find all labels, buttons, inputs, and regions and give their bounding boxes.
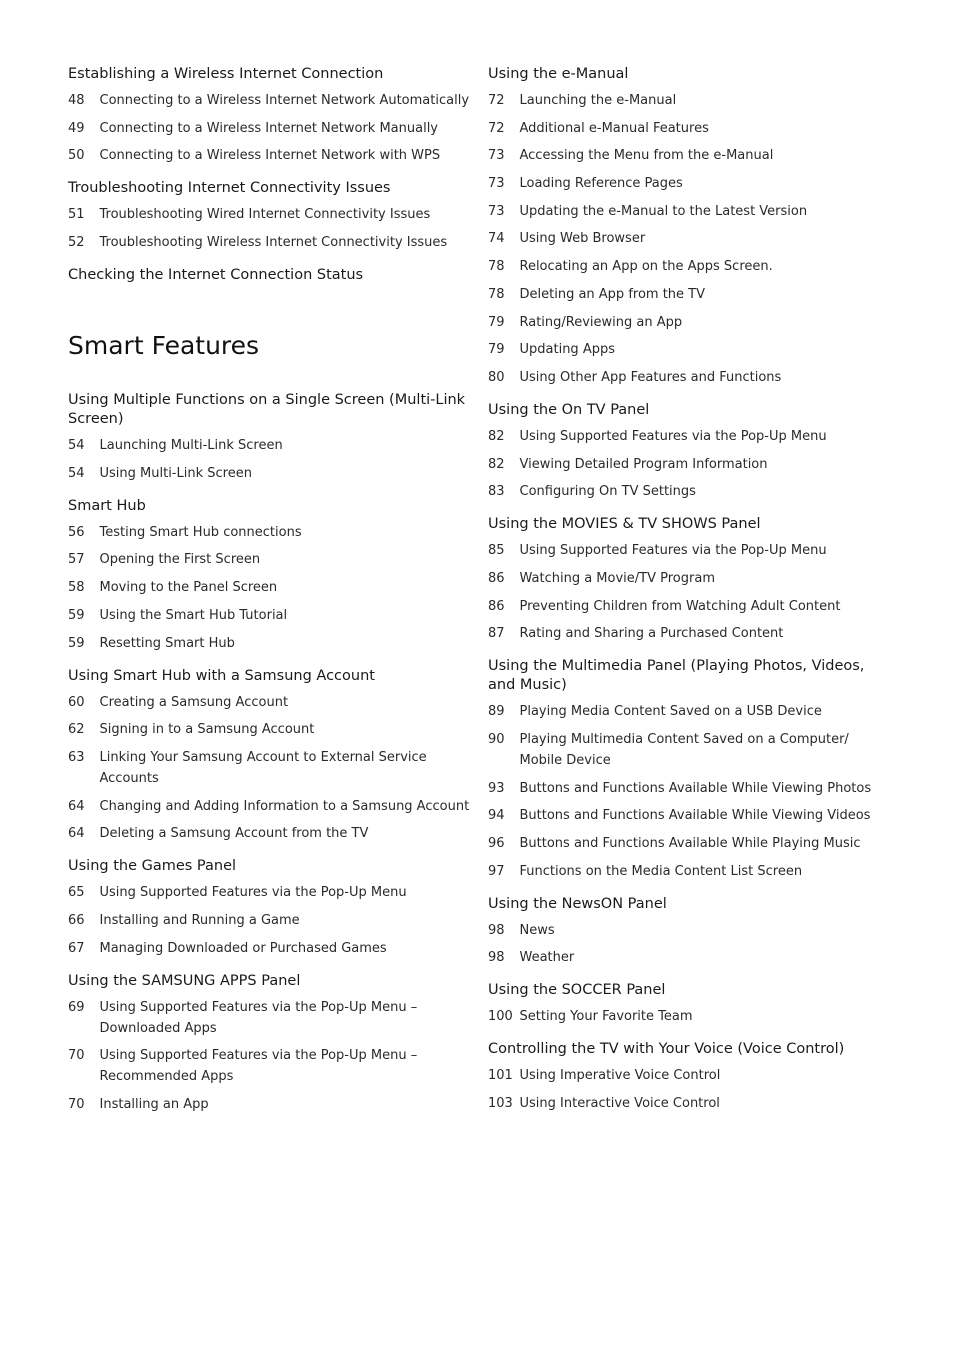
- entry-title: Creating a Samsung Account: [99, 694, 289, 710]
- toc-entry[interactable]: [488, 623, 878, 644]
- section-title[interactable]: Using the MOVIES & TV SHOWS Panel: [488, 516, 761, 533]
- toc-entry[interactable]: [68, 204, 470, 225]
- entry-title: Installing and Running a Game: [99, 912, 300, 928]
- entry-page-number: 70: [68, 1048, 85, 1064]
- entry-title: Connecting to a Wireless Internet Network Automatically: [99, 93, 470, 108]
- entry-title: Launching the e-Manual: [519, 93, 677, 108]
- chapter-title: Smart Features: [68, 331, 260, 361]
- entry-page-number: 51: [68, 207, 85, 223]
- section-title[interactable]: Using Multiple Functions on a Single Screen (Multi-Link Screen): [68, 392, 466, 428]
- entry-page-number: 60: [68, 694, 85, 710]
- entry-title: Connecting to a Wireless Internet Network Manually: [99, 120, 439, 136]
- entry-page-number: 89: [488, 704, 505, 720]
- toc-entry[interactable]: [488, 256, 878, 277]
- toc-section: [68, 971, 470, 1115]
- section-title[interactable]: Checking the Internet Connection Status: [68, 267, 364, 284]
- entry-page-number: 93: [488, 780, 505, 796]
- entry-page-number: 64: [68, 826, 85, 842]
- toc-entry[interactable]: [488, 481, 878, 502]
- entry-page-number: 72: [488, 93, 505, 108]
- entry-title: Signing in to a Samsung Account: [99, 722, 315, 738]
- entry-title: Watching a Movie/TV Program: [519, 570, 715, 586]
- toc-entry[interactable]: [488, 947, 878, 968]
- entry-page-number: 54: [68, 465, 85, 481]
- toc-entry[interactable]: [68, 435, 470, 456]
- section-title[interactable]: Controlling the TV with Your Voice (Voice Control): [488, 1041, 845, 1058]
- entry-title: Managing Downloaded or Purchased Games: [99, 940, 387, 956]
- toc-entry[interactable]: [68, 1094, 470, 1115]
- entry-title: Playing Multimedia Content Saved on a Computer/ Mobile Device: [519, 732, 849, 768]
- toc-entry[interactable]: [68, 463, 470, 484]
- toc-entry[interactable]: [488, 920, 878, 941]
- section-title[interactable]: Smart Hub: [68, 497, 146, 514]
- entry-title: Playing Media Content Saved on a USB Device: [519, 704, 822, 720]
- toc-entry[interactable]: [488, 1065, 878, 1086]
- toc-entry[interactable]: [68, 938, 470, 959]
- entry-title: Using the Smart Hub Tutorial: [99, 607, 288, 623]
- section-title[interactable]: Using the Games Panel: [68, 858, 237, 875]
- entry-title: Testing Smart Hub connections: [99, 524, 302, 540]
- entry-page-number: 100: [488, 1009, 513, 1025]
- toc-entry[interactable]: [68, 796, 470, 817]
- entry-title: Updating the e-Manual to the Latest Version: [519, 203, 808, 219]
- entry-page-number: 79: [488, 342, 505, 358]
- entry-page-number: 63: [68, 749, 85, 765]
- entry-page-number: 67: [68, 940, 85, 956]
- toc-entry[interactable]: [68, 633, 470, 654]
- left-top-sections: [68, 64, 470, 285]
- toc-section: [488, 656, 878, 881]
- entry-title: Using Multi-Link Screen: [99, 465, 252, 481]
- toc-section: [68, 64, 470, 166]
- entry-title: Using Supported Features via the Pop-Up Menu – Downloaded Apps: [99, 999, 418, 1036]
- entry-title: Connecting to a Wireless Internet Network with WPS: [99, 148, 441, 164]
- entry-page-number: 73: [488, 203, 505, 219]
- entry-page-number: 49: [68, 120, 85, 136]
- entry-title: Buttons and Functions Available While Viewing Videos: [519, 808, 871, 824]
- entry-page-number: 86: [488, 598, 505, 614]
- entry-page-number: 101: [488, 1068, 513, 1084]
- toc-entry[interactable]: [488, 367, 878, 388]
- entry-title: Using Other App Features and Functions: [519, 369, 782, 385]
- entry-title: Preventing Children from Watching Adult Content: [519, 598, 841, 614]
- entry-page-number: 74: [488, 231, 505, 247]
- entry-page-number: 80: [488, 369, 505, 385]
- entry-title: Linking Your Samsung Account to External Service Accounts: [99, 749, 427, 786]
- entry-title: Changing and Adding Information to a Samsung Account: [99, 798, 470, 814]
- entry-page-number: 78: [488, 286, 505, 302]
- entry-title: Using Web Browser: [519, 231, 646, 247]
- toc-entry[interactable]: [68, 605, 470, 626]
- entry-page-number: 73: [488, 148, 505, 164]
- section-title[interactable]: Using Smart Hub with a Samsung Account: [68, 667, 375, 684]
- toc-section: [488, 894, 878, 969]
- entry-title: Resetting Smart Hub: [99, 635, 235, 651]
- entry-page-number: 98: [488, 950, 505, 966]
- entry-page-number: 59: [68, 607, 85, 623]
- section-title[interactable]: Using the SOCCER Panel: [488, 982, 666, 999]
- entry-page-number: 82: [488, 428, 505, 444]
- toc-entry[interactable]: [488, 454, 878, 475]
- entry-page-number: 57: [68, 552, 85, 568]
- toc-entry[interactable]: [488, 228, 878, 249]
- entry-page-number: 83: [488, 484, 505, 500]
- entry-title: Using Supported Features via the Pop-Up Menu – Recommended Apps: [99, 1048, 418, 1085]
- entry-title: Deleting a Samsung Account from the TV: [99, 826, 369, 842]
- entry-title: Loading Reference Pages: [519, 176, 683, 192]
- toc-section: [488, 1039, 878, 1114]
- entry-page-number: 79: [488, 314, 505, 330]
- toc-section: [68, 856, 470, 958]
- section-title[interactable]: Using the SAMSUNG APPS Panel: [68, 972, 301, 989]
- toc-entry[interactable]: [68, 1045, 470, 1087]
- entry-title: Buttons and Functions Available While Playing Music: [519, 836, 861, 852]
- entry-page-number: 86: [488, 570, 505, 586]
- toc-entry[interactable]: [68, 719, 470, 740]
- section-title[interactable]: Using the NewsON Panel: [488, 895, 667, 912]
- toc-entry[interactable]: [488, 778, 878, 799]
- toc-entry[interactable]: [488, 173, 878, 194]
- toc-entry[interactable]: [488, 568, 878, 589]
- entry-page-number: 54: [68, 438, 85, 454]
- entry-page-number: 96: [488, 836, 505, 852]
- toc-entry[interactable]: [68, 90, 470, 111]
- entry-title: Rating/Reviewing an App: [519, 314, 683, 330]
- entry-page-number: 103: [488, 1096, 513, 1112]
- entry-page-number: 69: [68, 999, 85, 1015]
- entry-page-number: 73: [488, 176, 505, 192]
- toc-entry[interactable]: [488, 426, 878, 447]
- entry-title: Weather: [519, 950, 575, 966]
- toc-section: [68, 390, 470, 484]
- entry-page-number: 66: [68, 912, 85, 928]
- toc-section: [488, 64, 878, 388]
- toc-entry[interactable]: [488, 805, 878, 826]
- entry-page-number: 72: [488, 120, 505, 136]
- entry-title: Relocating an App on the Apps Screen.: [519, 259, 773, 275]
- entry-title: Viewing Detailed Program Information: [519, 456, 768, 472]
- entry-title: Setting Your Favorite Team: [519, 1009, 693, 1025]
- entry-title: News: [519, 922, 555, 938]
- toc-entry[interactable]: [488, 596, 878, 617]
- toc-entry[interactable]: [488, 833, 878, 854]
- entry-title: Configuring On TV Settings: [519, 484, 696, 500]
- toc-entry[interactable]: [68, 145, 470, 166]
- entry-page-number: 94: [488, 808, 505, 824]
- toc-entry[interactable]: [68, 549, 470, 570]
- entry-page-number: 52: [68, 235, 85, 251]
- toc-entry[interactable]: [68, 232, 470, 253]
- entry-title: Deleting an App from the TV: [519, 286, 706, 302]
- toc-entry[interactable]: [488, 1093, 878, 1114]
- section-title[interactable]: Using the On TV Panel: [488, 401, 650, 418]
- entry-title: Moving to the Panel Screen: [99, 580, 278, 596]
- entry-title: Rating and Sharing a Purchased Content: [519, 626, 784, 642]
- entry-page-number: 85: [488, 543, 505, 559]
- toc-section: [68, 265, 470, 285]
- entry-page-number: 78: [488, 259, 505, 275]
- section-title[interactable]: Using the Multimedia Panel (Playing Photos, Videos, and Music): [488, 658, 865, 694]
- entry-title: Troubleshooting Wireless Internet Connectivity Issues: [99, 235, 448, 251]
- toc-entry[interactable]: [68, 747, 470, 789]
- entry-title: Using Supported Features via the Pop-Up Menu: [519, 543, 827, 559]
- entry-title: Additional e-Manual Features: [519, 120, 709, 136]
- toc-right-column: [488, 64, 878, 1126]
- entry-title: Using Supported Features via the Pop-Up Menu: [99, 885, 407, 901]
- toc-entry[interactable]: [488, 284, 878, 305]
- section-title[interactable]: Troubleshooting Internet Connectivity Issues: [68, 180, 391, 197]
- entry-title: Functions on the Media Content List Screen: [519, 863, 803, 879]
- toc-entry[interactable]: [68, 910, 470, 931]
- entry-title: Using Supported Features via the Pop-Up Menu: [519, 428, 827, 444]
- toc-section: [68, 666, 470, 845]
- section-title[interactable]: Using the e-Manual: [488, 66, 629, 82]
- toc-entry[interactable]: [488, 729, 878, 771]
- toc-entry[interactable]: [488, 118, 878, 139]
- toc-entry[interactable]: [488, 201, 878, 222]
- toc-entry[interactable]: [488, 90, 878, 111]
- toc-section: [68, 178, 470, 253]
- entry-page-number: 65: [68, 885, 85, 901]
- entry-page-number: 82: [488, 456, 505, 472]
- chapter-sections: [68, 390, 470, 1115]
- entry-page-number: 59: [68, 635, 85, 651]
- toc-entry[interactable]: [488, 339, 878, 360]
- entry-title: Buttons and Functions Available While Viewing Photos: [519, 780, 872, 796]
- entry-page-number: 70: [68, 1097, 85, 1112]
- toc-section: [488, 514, 878, 644]
- toc-entry[interactable]: [488, 1006, 878, 1027]
- toc-entry[interactable]: [488, 701, 878, 722]
- entry-page-number: 56: [68, 524, 85, 540]
- entry-page-number: 64: [68, 798, 85, 814]
- toc-entry[interactable]: [68, 118, 470, 139]
- toc-entry[interactable]: [68, 577, 470, 598]
- entry-title: Troubleshooting Wired Internet Connectivity Issues: [99, 207, 431, 223]
- entry-page-number: 48: [68, 93, 85, 108]
- toc-entry[interactable]: [488, 540, 878, 561]
- toc-entry[interactable]: [68, 522, 470, 543]
- entry-page-number: 98: [488, 922, 505, 938]
- entry-page-number: 58: [68, 580, 85, 596]
- entry-title: Using Imperative Voice Control: [519, 1068, 721, 1084]
- entry-title: Accessing the Menu from the e-Manual: [519, 148, 774, 164]
- toc-section: [488, 980, 878, 1027]
- entry-page-number: 97: [488, 863, 505, 879]
- toc-entry[interactable]: [488, 861, 878, 882]
- entry-title: Opening the First Screen: [99, 552, 261, 568]
- entry-page-number: 50: [68, 148, 85, 164]
- entry-title: Launching Multi-Link Screen: [99, 438, 283, 454]
- toc-section: [488, 400, 878, 502]
- section-title[interactable]: Establishing a Wireless Internet Connection: [68, 66, 384, 82]
- toc-entry[interactable]: [68, 823, 470, 844]
- toc-entry[interactable]: [68, 692, 470, 713]
- toc-entry[interactable]: [488, 312, 878, 333]
- entry-title: Installing an App: [99, 1097, 209, 1112]
- entry-page-number: 87: [488, 626, 505, 642]
- toc-entry[interactable]: [488, 145, 878, 166]
- entry-page-number: 90: [488, 732, 505, 747]
- toc-entry[interactable]: [68, 997, 470, 1039]
- toc-left-column: [68, 64, 470, 1127]
- toc-section: [68, 496, 470, 654]
- entry-title: Updating Apps: [519, 342, 615, 358]
- toc-entry[interactable]: [68, 882, 470, 903]
- entry-title: Using Interactive Voice Control: [519, 1096, 720, 1112]
- entry-page-number: 62: [68, 722, 85, 738]
